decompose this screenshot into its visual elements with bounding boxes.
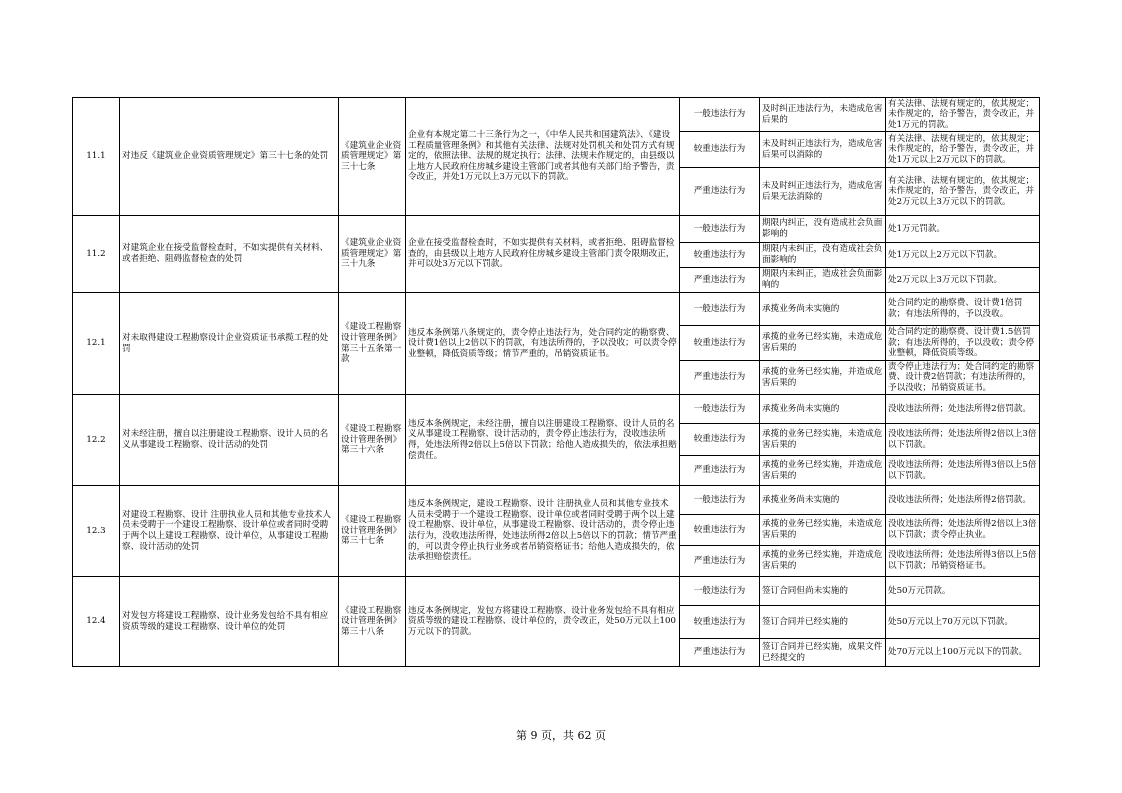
penalty: 处1万元罚款。 xyxy=(886,216,1039,242)
severity-level: 严重违法行为 xyxy=(680,168,759,215)
severity-level: 一般违法行为 xyxy=(680,293,759,325)
item-number: 12.4 xyxy=(73,577,119,666)
penalty: 没收违法所得；处违法所得2倍以上3倍以下罚款。 xyxy=(886,424,1039,455)
severity-level: 严重违法行为 xyxy=(680,639,759,666)
legal-provision: 企业在接受监督检查时，不如实提供有关材料，或者拒绝、阻碍监督检查的，由县级以上地方人民政府住房城乡建设主管部门责令限期改正，并可以处3万元以下罚款。 xyxy=(406,216,679,292)
item-number: 11.1 xyxy=(73,98,119,215)
severity-level: 严重违法行为 xyxy=(680,268,759,292)
severity-level: 较重违法行为 xyxy=(680,326,759,360)
legal-provision: 违反本条例第八条规定的，责令停止违法行为，处合同约定的勘察费、设计费1倍以上2倍以下的罚款，有违法所得的，予以没收；可以责令停业整顿，降低资质等级；情节严重的，吊销资质证书。 xyxy=(406,293,679,394)
penalty: 没收违法所得；处违法所得2倍以上3倍以下罚款；责令停止执业。 xyxy=(886,515,1039,545)
legal-basis: 《建筑业企业资质管理规定》第三十九条 xyxy=(339,216,405,292)
page-number-footer: 第 9 页，共 62 页 xyxy=(516,729,606,742)
penalty: 责令停止违法行为；处合同约定的勘察费、设计费2倍罚款；有违法所得的，予以没收；吊销资质证书。 xyxy=(886,361,1039,394)
violation-item: 对未经注册，擅自以注册建设工程勘察、设计人员的名义从事建设工程勘察、设计活动的处罚 xyxy=(120,395,338,485)
legal-provision: 违反本条例规定，未经注册，擅自以注册建设工程勘察、设计人员的名义从事建设工程勘察、设计活动的，责令停止违法行为，没收违法所得，处违法所得2倍以上5倍以下罚款；给他人造成损失的，依法承担赔偿责任。 xyxy=(406,395,679,485)
penalty: 处50万元以上70万元以下罚款。 xyxy=(886,606,1039,638)
circumstance: 承揽的业务已经实施，并造成危害后果的 xyxy=(760,456,885,485)
circumstance: 未及时纠正违法行为，造成危害后果无法消除的 xyxy=(760,168,885,215)
violation-item: 对违反《建筑业企业资质管理规定》第三十七条的处罚 xyxy=(120,98,338,215)
penalty: 没收违法所得；处违法所得2倍罚款。 xyxy=(886,395,1039,423)
circumstance: 签订合同并已经实施的 xyxy=(760,606,885,638)
severity-level: 严重违法行为 xyxy=(680,361,759,394)
item-number: 12.3 xyxy=(73,486,119,576)
penalty: 处70万元以上100万元以下的罚款。 xyxy=(886,639,1039,666)
circumstance: 承揽的业务已经实施，未造成危害后果的 xyxy=(760,326,885,360)
severity-level: 一般违法行为 xyxy=(680,395,759,423)
violation-item: 对未取得建设工程勘察设计企业资质证书承揽工程的处罚 xyxy=(120,293,338,394)
severity-level: 较重违法行为 xyxy=(680,424,759,455)
penalty: 没收违法所得；处违法所得3倍以上5倍以下罚款；吊销资格证书。 xyxy=(886,546,1039,576)
item-number: 12.2 xyxy=(73,395,119,485)
severity-level: 严重违法行为 xyxy=(680,546,759,576)
circumstance: 及时纠正违法行为，未造成危害后果的 xyxy=(760,98,885,131)
circumstance: 承揽的业务已经实施，并造成危害后果的 xyxy=(760,546,885,576)
legal-basis: 《建设工程勘察设计管理条例》第三十七条 xyxy=(339,486,405,576)
circumstance: 承揽业务尚未实施的 xyxy=(760,395,885,423)
penalty: 处2万元以上3万元以下罚款。 xyxy=(886,268,1039,292)
circumstance: 未及时纠正违法行为，造成危害后果可以消除的 xyxy=(760,132,885,167)
item-number: 12.1 xyxy=(73,293,119,394)
severity-level: 较重违法行为 xyxy=(680,606,759,638)
penalty: 处合同约定的勘察费、设计费1倍罚款；有违法所得的，予以没收。 xyxy=(886,293,1039,325)
legal-basis: 《建设工程勘察设计管理条例》第三十五条第一款 xyxy=(339,293,405,394)
circumstance: 承揽业务尚未实施的 xyxy=(760,293,885,325)
penalty-standard-table xyxy=(72,97,1040,667)
penalty: 有关法律、法规有规定的，依其规定；未作规定的，给予警告，责令改正，并处2万元以上3万元以下的罚款。 xyxy=(886,168,1039,215)
legal-provision: 违反本条例规定，建设工程勘察、设计 注册执业人员和其他专业技术人员未受聘于一个建设工程勘察、设计单位或者同时受聘于两个以上建设工程勘察、设计单位，从事建设工程勘察、设计活动的，责令停止违法行为，没收违法所得，处违法所得2倍以上5倍以下的罚款；情节严重的，可以责令停止执行业务或者吊销资格证书；给他人造成损失的，依法承担赔偿责任。 xyxy=(406,486,679,576)
penalty: 处50万元罚款。 xyxy=(886,577,1039,605)
penalty: 没收违法所得；处违法所得3倍以上5倍以下罚款。 xyxy=(886,456,1039,485)
penalty: 处1万元以上2万元以下罚款。 xyxy=(886,243,1039,267)
legal-provision: 违反本条例规定，发包方将建设工程勘察、设计业务发包给不具有相应资质等级的建设工程勘察、设计单位的，责令改正，处50万元以上100万元以下的罚款。 xyxy=(406,577,679,666)
circumstance: 期限内纠正，没有造成社会负面影响的 xyxy=(760,216,885,242)
penalty: 处合同约定的勘察费、设计费1.5倍罚款；有违法所得的，予以没收；责令停业整顿，降低资质等级。 xyxy=(886,326,1039,360)
legal-basis: 《建设工程勘察设计管理条例》第三十八条 xyxy=(339,577,405,666)
legal-provision: 企业有本规定第二十三条行为之一，《中华人民共和国建筑法》、《建设工程质量管理条例》和其他有关法律、法规对处罚机关和处罚方式有规定的，依照法律、法规的规定执行；法律、法规未作规定的，由县级以上地方人民政府住房城乡建设主管部门或者其他有关部门给予警告，责令改正，并处1万元以上3万元以下的罚款。 xyxy=(406,98,679,215)
circumstance: 承揽的业务已经实施，并造成危害后果的 xyxy=(760,361,885,394)
circumstance: 承揽的业务已经实施，未造成危害后果的 xyxy=(760,515,885,545)
severity-level: 一般违法行为 xyxy=(680,216,759,242)
circumstance: 期限内未纠正，没有造成社会负面影响的 xyxy=(760,243,885,267)
legal-basis: 《建设工程勘察设计管理条例》第三十六条 xyxy=(339,395,405,485)
severity-level: 一般违法行为 xyxy=(680,577,759,605)
penalty: 有关法律、法规有规定的，依其规定；未作规定的，给予警告，责令改正，并处1万元的罚款。 xyxy=(886,98,1039,131)
item-number: 11.2 xyxy=(73,216,119,292)
violation-item: 对建设工程勘察、设计 注册执业人员和其他专业技术人员未受聘于一个建设工程勘察、设计单位或者同时受聘于两个以上建设工程勘察、设计单位，从事建设工程勘察、设计活动的处罚 xyxy=(120,486,338,576)
circumstance: 承揽业务尚未实施的 xyxy=(760,486,885,514)
severity-level: 较重违法行为 xyxy=(680,132,759,167)
penalty: 没收违法所得；处违法所得2倍罚款。 xyxy=(886,486,1039,514)
severity-level: 一般违法行为 xyxy=(680,486,759,514)
penalty: 有关法律、法规有规定的，依其规定；未作规定的，给予警告，责令改正，并处1万元以上2万元以下的罚款。 xyxy=(886,132,1039,167)
legal-basis: 《建筑业企业资质管理规定》第三十七条 xyxy=(339,98,405,215)
violation-item: 对发包方将建设工程勘察、设计业务发包给不具有相应资质等级的建设工程勘察、设计单位的处罚 xyxy=(120,577,338,666)
circumstance: 签订合同但尚未实施的 xyxy=(760,577,885,605)
circumstance: 承揽的业务已经实施，未造成危害后果的 xyxy=(760,424,885,455)
circumstance: 签订合同并已经实施，成果文件已经提交的 xyxy=(760,639,885,666)
severity-level: 一般违法行为 xyxy=(680,98,759,131)
severity-level: 严重违法行为 xyxy=(680,456,759,485)
severity-level: 较重违法行为 xyxy=(680,515,759,545)
circumstance: 期限内未纠正，造成社会负面影响的 xyxy=(760,268,885,292)
violation-item: 对建筑企业在接受监督检查时，不如实提供有关材料、或者拒绝、阻碍监督检查的处罚 xyxy=(120,216,338,292)
severity-level: 较重违法行为 xyxy=(680,243,759,267)
